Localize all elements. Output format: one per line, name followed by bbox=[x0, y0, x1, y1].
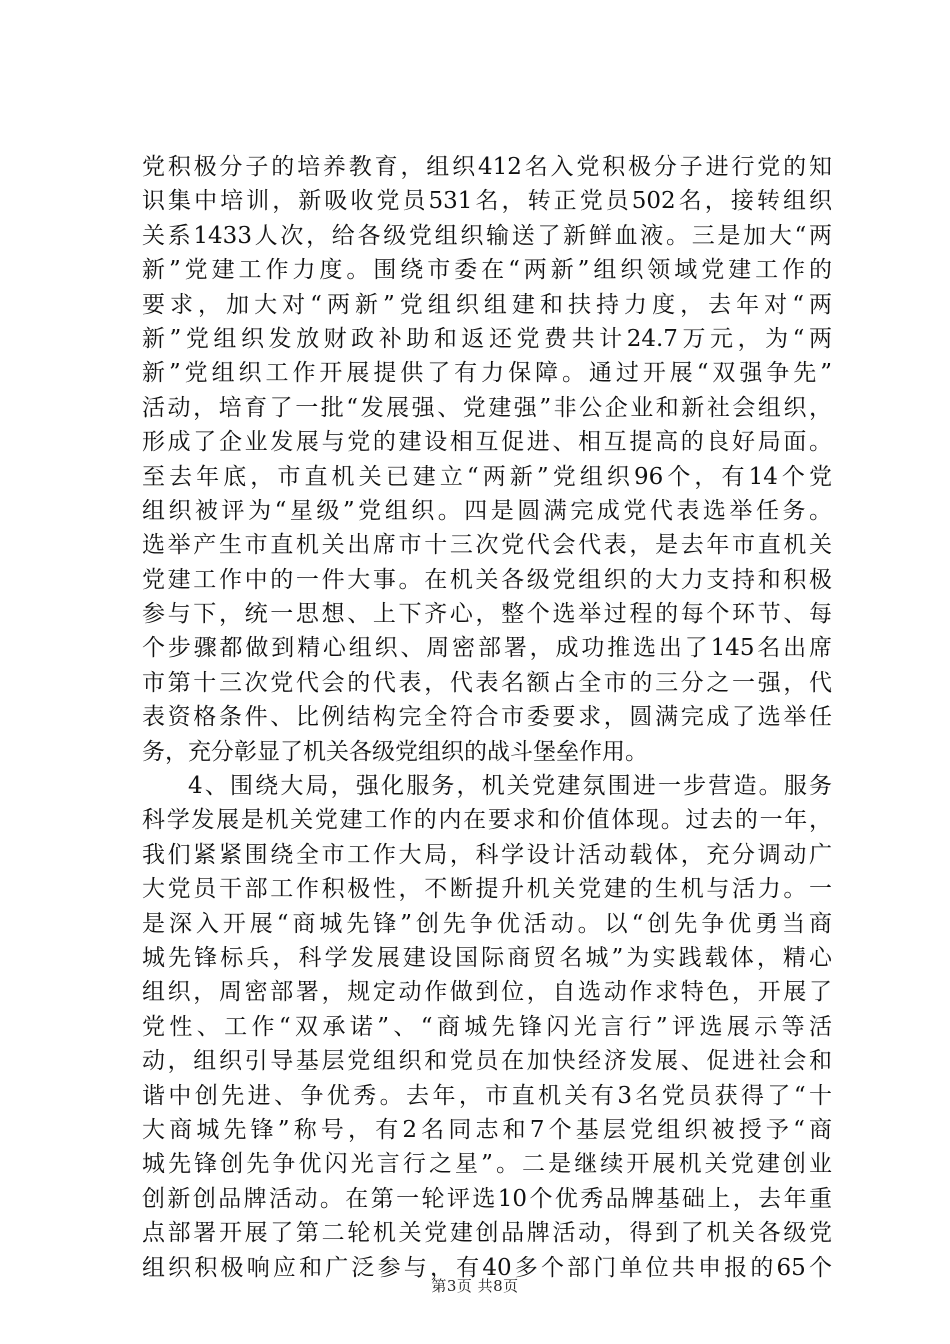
text-line: 点部署开展了第二轮机关党建创品牌活动，得到了机关各级党 bbox=[142, 1220, 832, 1247]
text-line: 谐中创先进、争优秀。去年，市直机关有3名党员获得了“十 bbox=[142, 1082, 832, 1109]
paragraph-start-line: 4、围绕大局，强化服务，机关党建氛围进一步营造。服务 bbox=[188, 773, 832, 800]
text-line: 关系1433人次，给各级党组织输送了新鲜血液。三是加大“两 bbox=[142, 222, 832, 249]
text-line: 组织积极响应和广泛参与，有40多个部门单位共申报的65个 bbox=[142, 1254, 832, 1281]
text-line: 表资格条件、比例结构完全符合市委要求，圆满完成了选举任 bbox=[142, 704, 832, 731]
text-line: 选举产生市直机关出席市十三次党代会代表，是去年市直机关 bbox=[142, 532, 832, 559]
text-line: 党性、工作“双承诺”、“商城先锋闪光言行”评选展示等活 bbox=[142, 1013, 832, 1040]
text-line: 大商城先锋”称号，有2名同志和7个基层党组织被授予“商 bbox=[142, 1116, 832, 1143]
text-line: 大党员干部工作积极性，不断提升机关党建的生机与活力。一 bbox=[142, 876, 832, 903]
text-line: 城先锋标兵，科学发展建设国际商贸名城”为实践载体，精心 bbox=[142, 944, 832, 971]
text-line: 新”党建工作力度。围绕市委在“两新”组织领域党建工作的 bbox=[142, 257, 832, 284]
text-line: 是深入开展“商城先锋”创先争优活动。以“创先争优勇当商 bbox=[142, 910, 832, 937]
text-line: 活动，培育了一批“发展强、党建强”非公企业和新社会组织， bbox=[142, 394, 832, 421]
text-line: 党建工作中的一件大事。在机关各级党组织的大力支持和积极 bbox=[142, 566, 832, 593]
text-line: 组织，周密部署，规定动作做到位，自选动作求特色，开展了 bbox=[142, 979, 832, 1006]
text-line: 个步骤都做到精心组织、周密部署，成功推选出了145名出席 bbox=[142, 635, 832, 662]
text-line: 参与下，统一思想、上下齐心，整个选举过程的每个环节、每 bbox=[142, 601, 832, 628]
text-line: 市第十三次党代会的代表，代表名额占全市的三分之一强，代 bbox=[142, 669, 832, 696]
text-line: 识集中培训，新吸收党员531名，转正党员502名，接转组织 bbox=[142, 188, 832, 215]
text-line: 至去年底，市直机关已建立“两新”党组织96个，有14个党 bbox=[142, 463, 832, 490]
text-line: 创新创品牌活动。在第一轮评选10个优秀品牌基础上，去年重 bbox=[142, 1185, 832, 1212]
body-text bbox=[142, 150, 832, 1285]
text-line: 科学发展是机关党建工作的内在要求和价值体现。过去的一年， bbox=[142, 807, 832, 834]
text-line: 要求，加大对“两新”党组织组建和扶持力度，去年对“两 bbox=[142, 291, 832, 318]
text-line: 我们紧紧围绕全市工作大局，科学设计活动载体，充分调动广 bbox=[142, 841, 832, 868]
text-line: 城先锋创先争优闪光言行之星”。二是继续开展机关党建创业 bbox=[142, 1151, 832, 1178]
page-number-footer: 第3页 共8页 bbox=[431, 1277, 519, 1295]
text-line: 动，组织引导基层党组织和党员在加快经济发展、促进社会和 bbox=[142, 1048, 832, 1075]
text-line: 新”党组织发放财政补助和返还党费共计24.7万元，为“两 bbox=[142, 325, 832, 352]
text-line: 党积极分子的培养教育，组织412名入党积极分子进行党的知 bbox=[142, 154, 832, 180]
text-line: 务，充分彰显了机关各级党组织的战斗堡垒作用。 bbox=[142, 738, 648, 765]
text-line: 组织被评为“星级”党组织。四是圆满完成党代表选举任务。 bbox=[142, 497, 832, 524]
text-line: 新”党组织工作开展提供了有力保障。通过开展“双强争先” bbox=[142, 360, 832, 387]
text-line: 形成了企业发展与党的建设相互促进、相互提高的良好局面。 bbox=[142, 429, 832, 456]
